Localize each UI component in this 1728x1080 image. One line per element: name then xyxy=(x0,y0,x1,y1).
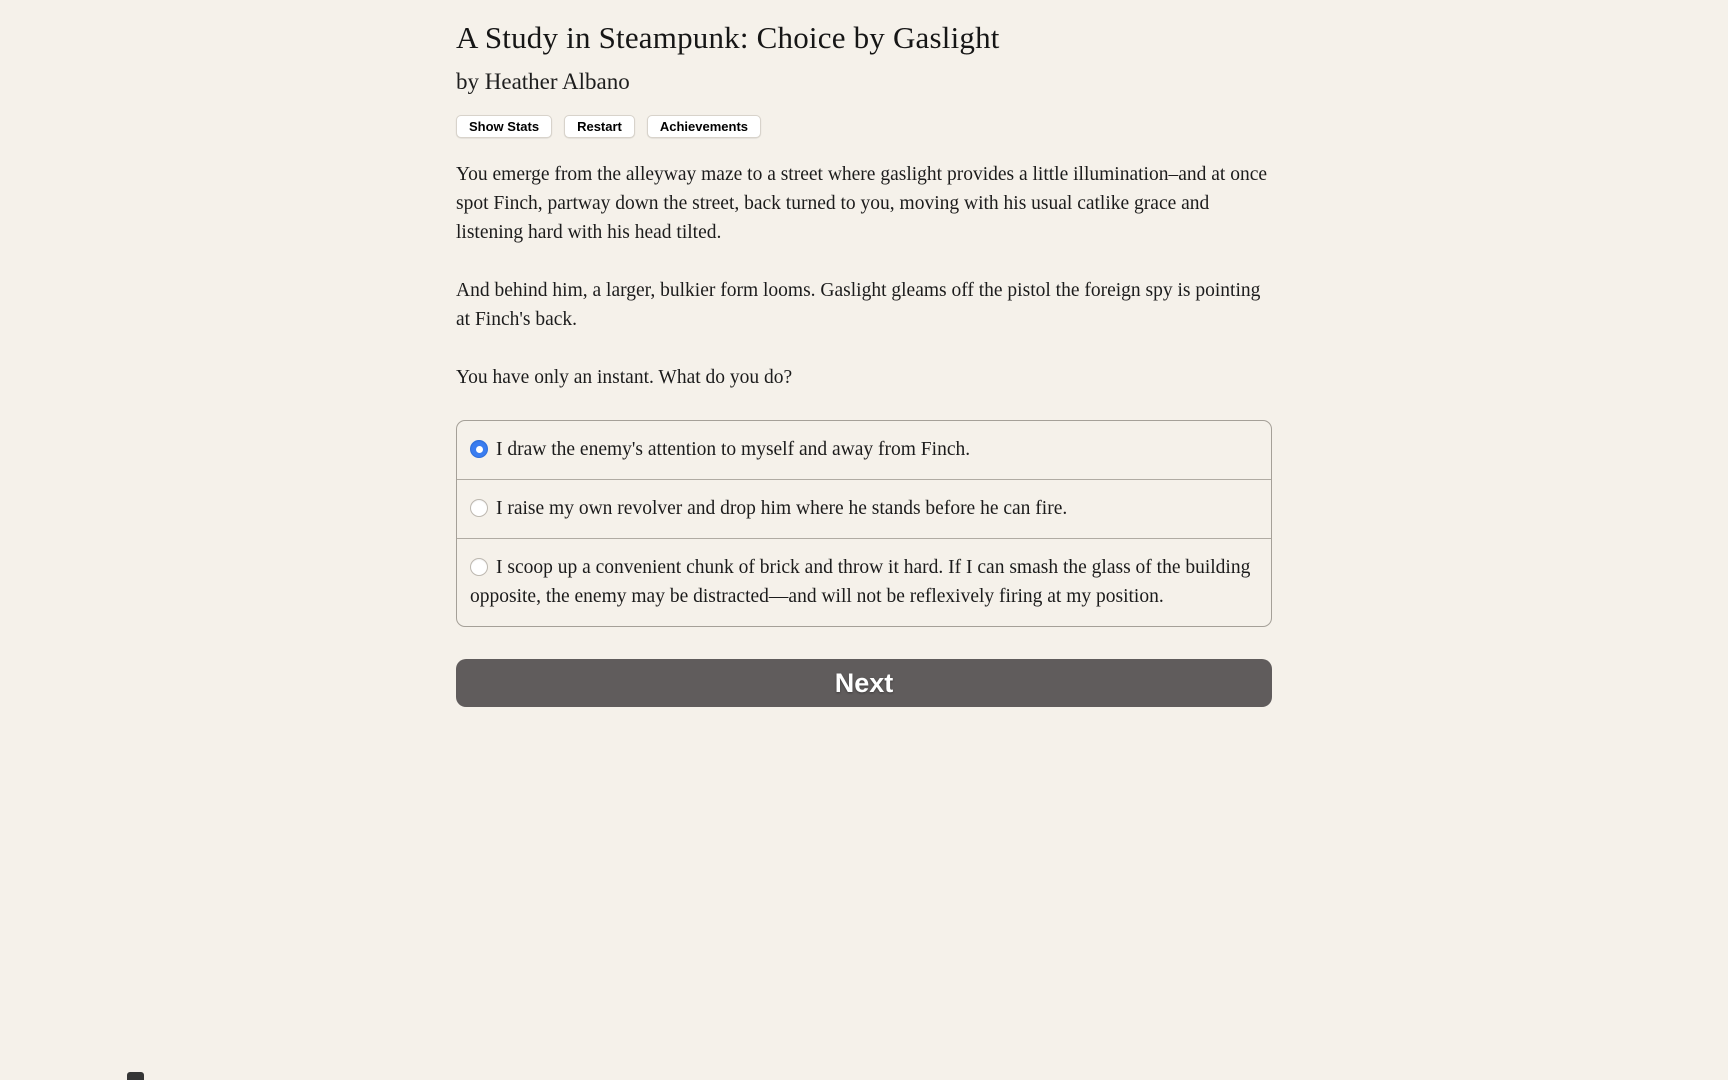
story-paragraph: You emerge from the alleyway maze to a street where gaslight provides a little illumination–and at once spot Finch, partway down the street, back turned to you, moving with his usual catlike grace and listening hard with his head tilted. xyxy=(456,164,1268,243)
choice-group xyxy=(456,420,1272,627)
page-title: A Study in Steampunk: Choice by Gaslight xyxy=(456,20,1000,55)
story-text xyxy=(456,160,1272,392)
show-stats-button[interactable]: Show Stats xyxy=(456,115,552,138)
achievements-button[interactable]: Achievements xyxy=(647,115,761,138)
game-page xyxy=(456,0,1272,707)
choice-option-label: I raise my own revolver and drop him where he stands before he can fire. xyxy=(496,498,1068,519)
choice-option-2[interactable] xyxy=(457,480,1271,539)
author-byline: by Heather Albano xyxy=(456,69,630,94)
toolbar xyxy=(456,115,1272,138)
radio-button-icon[interactable] xyxy=(470,558,488,576)
choice-option-1[interactable] xyxy=(457,421,1271,480)
story-paragraph: And behind him, a larger, bulkier form looms. Gaslight gleams off the pistol the foreign spy is pointing at Finch's back. xyxy=(456,280,1261,330)
next-button[interactable]: Next xyxy=(456,659,1272,707)
radio-button-icon[interactable] xyxy=(470,499,488,517)
dock-peek-decoration xyxy=(127,1072,144,1080)
choice-option-label: I scoop up a convenient chunk of brick and throw it hard. If I can smash the glass of the building opposite, the enemy may be distracted—and will not be reflexively firing at my position. xyxy=(470,557,1251,607)
restart-button[interactable]: Restart xyxy=(564,115,635,138)
radio-button-icon[interactable] xyxy=(470,440,488,458)
story-prompt: You have only an instant. What do you do? xyxy=(456,367,793,388)
choice-option-3[interactable] xyxy=(457,539,1271,626)
choice-option-label: I draw the enemy's attention to myself and away from Finch. xyxy=(496,439,971,460)
